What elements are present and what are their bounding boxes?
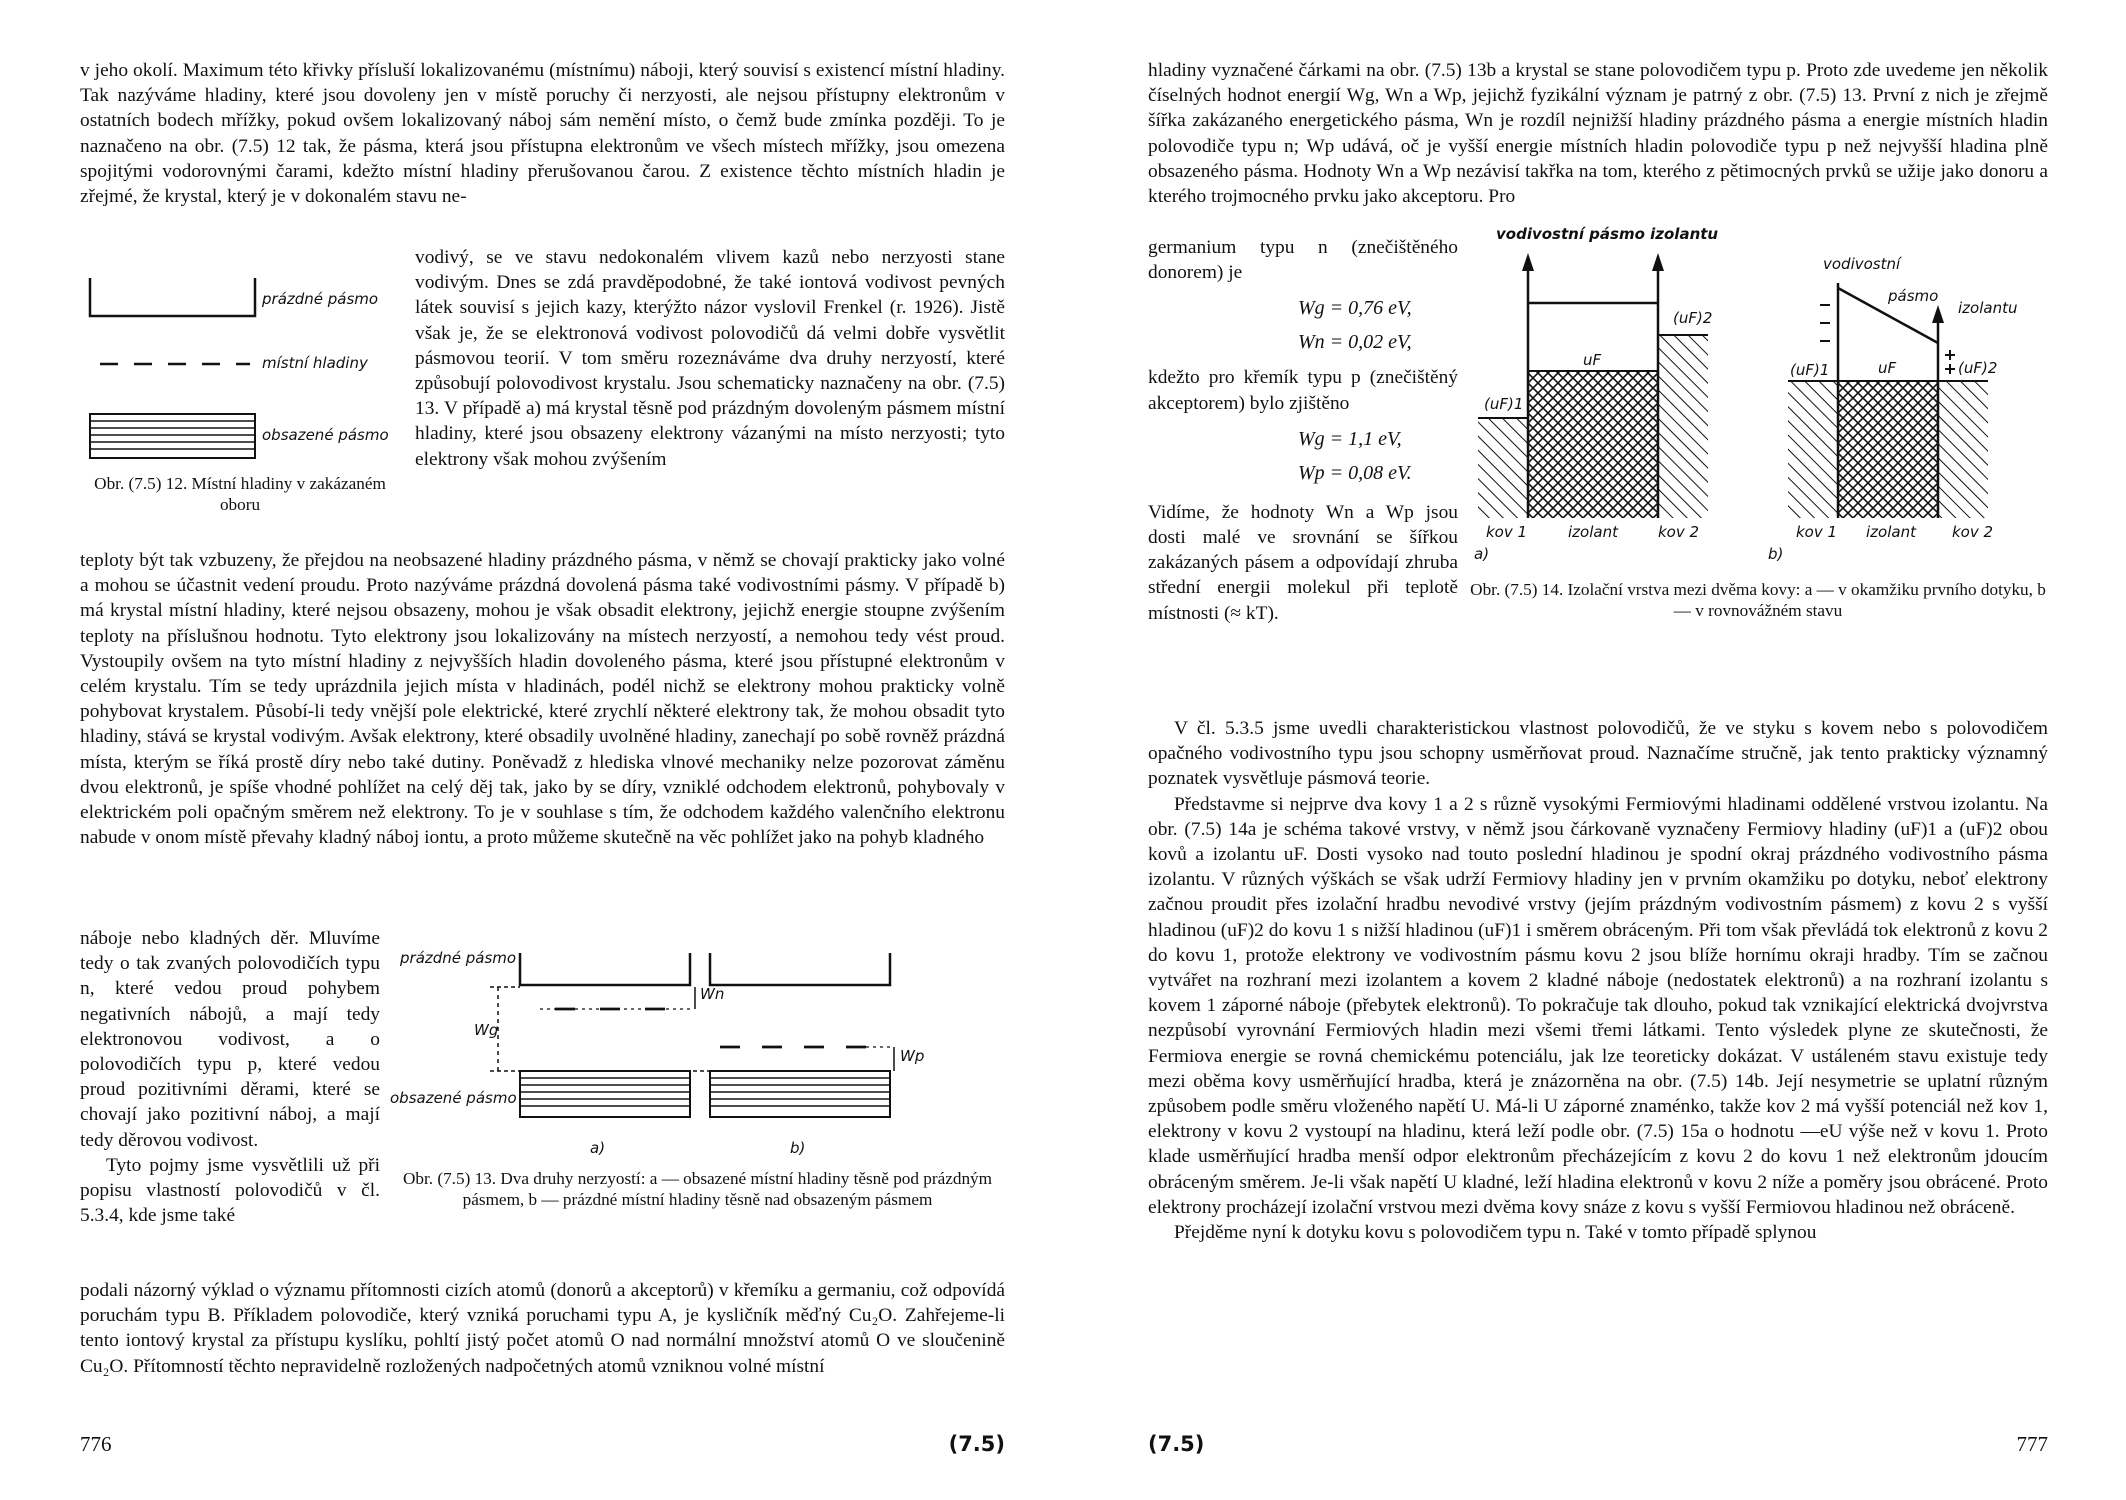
right-page	[1148, 58, 2048, 1458]
left-page-number: 776	[80, 1432, 112, 1456]
right-section-number: (7.5)	[1148, 1432, 1205, 1456]
right-paragraph-1: hladiny vyznačené čárkami na obr. (7.5) 13b a krystal se stane polovodičem typu p. Proto zde uvedeme jen několik číselných hodnot energií Wg, Wn a Wp, jejichž fyzikální význam je patrný z obr. (7.5) 13. První z nich je zřejmě šířka zakázaného energetického pásma, Wn je rozdíl nejnižší hladiny prázdného pásma a energie místních hladin polovodiče typu n; Wp udává, oč je vyšší energie místních hladin polovodiče typu p než nejvyšší hladina plně obsazeného pásma. Hodnoty Wn a Wp nezávisí takřka na tom, kterého z pětimocných prvků se užije jako donoru a kterého trojmocného prvku jako akceptoru. Pro	[1148, 60, 2048, 208]
fig13-filled-band-a	[520, 1071, 690, 1117]
fig13-label-wn: Wn	[700, 985, 725, 1003]
left-paragraph-6: podali názorný výklad o významu přítomnosti cizích atomů (donorů a akceptorů) v křemíku a germaniu, což odpovídá poruchám typu B. Příkladem polovodiče, který vzniká poruchami typu A, je kysličník měďný Cu₂O. Zahřejeme-li tento iontový krystal za přístupu kyslíku, pohltí jistý počet atomů O nad normální množství atomů O ve sloučenině Cu₂O. Přítomností těchto nepravidelně rozložených nadpočetných atomů vzniknou volné místní	[80, 1280, 1005, 1377]
fig13-label-wp: Wp	[900, 1047, 925, 1065]
fig14b-diagram	[1788, 283, 1988, 518]
right-values-column	[1148, 235, 1458, 626]
fig14b-label-izolant: izolant	[1866, 523, 1916, 541]
fig12-empty-band	[90, 278, 255, 316]
fig14a-label-kov1: kov 1	[1486, 523, 1528, 541]
right-paragraph-1-block	[1148, 58, 2048, 209]
fig14b-metal-1	[1788, 381, 1838, 518]
right-paragraph-3-block	[1148, 716, 2048, 1245]
equation-ge-wg: Wg = 0,76 eV,	[1298, 297, 1412, 320]
left-paragraph-1: v jeho okolí. Maximum této křivky přísluší lokalizovanému (místnímu) náboji, který souvisí s existencí místní hladiny. Tak nazýváme hladiny, které jsou dovoleny jen v místě poruchy či nerzyosti, ale nejsou přístupny elektronům v ostatních bodech mřížky, pokud ovšem lokalizovaný náboj sám nemění místo, o čemž bude zmínka později. To je naznačeno na obr. (7.5) 12 tak, že pásma, která jsou přístupna elektronům ve všech místech mřížky, jsou omezena spojitými vodorovnými čarami, kdežto místní hladiny přerušovanou čarou. Z existence těchto místních hladin je zřejmé, že krystal, který je v dokonalém stavu ne-	[80, 60, 1005, 208]
fig14b-insulator-filled	[1838, 381, 1938, 518]
fig14b-label-izolantu: izolantu	[1958, 299, 2018, 317]
fig12-label-local: místní hladiny	[262, 354, 368, 372]
fig13-caption: Obr. (7.5) 13. Dva druhy nerzyostí: a — obsazené místní hladiny těsně pod prázdným pásmem, b — prázdné místní hladiny těsně nad obsazeným pásmem	[402, 1169, 992, 1209]
right-paragraph-2b: kdežto pro křemík typu p (znečištěný akceptorem) bylo zjištěno	[1148, 367, 1458, 414]
left-page	[80, 58, 1005, 1458]
fig14a-metal-1	[1478, 418, 1528, 518]
left-section-number: (7.5)	[948, 1432, 1005, 1456]
fig14b-label-uf2: (uF)2	[1958, 359, 1998, 377]
left-paragraph-3-block	[80, 548, 1005, 850]
fig12-filled-band	[90, 414, 255, 458]
fig14a-label-band: vodivostní pásmo izolantu	[1496, 225, 1719, 243]
fig12-label-filled: obsazené pásmo	[262, 426, 389, 444]
left-paragraph-4-block	[80, 926, 380, 1228]
fig14b-label-kov1: kov 1	[1796, 523, 1838, 541]
fig14a-label-uf2: (uF)2	[1673, 309, 1713, 327]
fig14b-label-vod: vodivostní	[1823, 255, 1901, 273]
right-equations-ge	[1148, 291, 1458, 359]
left-paragraph-2-block	[415, 245, 1005, 472]
fig14a-diagram	[1478, 253, 1708, 518]
right-paragraph-4: Představme si nejprve dva kovy 1 a 2 s různě vysokými Fermiovými hladinami oddělené vrstvou izolantu. Na obr. (7.5) 14a je schéma takové vrstvy, v němž jsou čárkovaně vyznačeny Fermiovy hladiny (uF)1 a (uF)2 obou kovů a izolantu uF. Dosti vysoko nad touto poslední hladinou je spodní okraj prázdného vodivostního pásma izolantu. V různých výškách se však udrží Fermiovy hladiny jen v prvním okamžiku po dotyku, neboť elektrony začnou proudit přes izolační hradbu nevodivé vrstvy (jejím prázdným vodivostním pásmem) z kovu 2 s vyšší hladinou (uF)2 do kovu 1 s nižší hladinou (uF)1 i směrem obráceným. Při tom však převládá tok elektronů z kovu 2 do kovu 1, protože elektrony ve vodivostním pásmu kovu 2 jsou blíže hornímu okraji hradby. Tím se začnou vytvářet na rozhraní mezi izolantem a kovem 2 kladné náboje (nedostatek elektronů) a na rozhraní izolantu s kovem 1 záporné náboje (přebytek elektronů). To pokračuje tak dlouho, pokud tak vznikající elektrická dvojvrstva nezpůsobí vyrovnání Fermiových hladin mezi všemi třemi látkami. Tento výsledek plyne ze skutečnosti, že Fermiova energie se rovná chemickému potenciálu, jak lze teoreticky dokázat. V ustáleném stavu existuje tedy mezi oběma kovy usměrňující hradba, která je znázorněna na obr. (7.5) 14b. Její nesymetrie se uplatní různým způsobem podle směru vloženého napětí U. Má-li U záporné znaménko, takže kov 2 má vyšší potenciál než kov 1, elektrony v kovu 2 vystoupí na hladinu, která leží podle obr. (7.5) 15a o hodnotu —eU výše než v kovu 1. Proto klade usměrňující hradba menší odpor elektronům přecházejícím z kovu 2 do kovu 1 než elektronům jdoucím obráceným směrem. Je-li však napětí U kladné, leží hladina elektronů v kovu 2 níže a poměry jsou obrácené. Proto elektrony procházejí izolační vrstvou mezi dvěma kovy snáze z kovu s vyšší Fermiovou hladinou než obráceně.	[1148, 793, 2048, 1218]
fig13-filled-band-b	[710, 1071, 890, 1117]
fig13-label-a: a)	[590, 1139, 606, 1157]
figure-13	[390, 943, 1005, 1283]
fig14-caption: Obr. (7.5) 14. Izolační vrstva mezi dvěma kovy: a — v okamžiku prvního dotyku, b — v rovnovážném stavu	[1470, 580, 2046, 620]
figure-12	[80, 268, 400, 548]
right-paragraph-2a: germanium typu n (znečištěného donorem) je	[1148, 237, 1458, 284]
fig12-caption: Obr. (7.5) 12. Místní hladiny v zakázaném oboru	[94, 474, 386, 514]
fig14a-label-uf1: (uF)1	[1484, 395, 1524, 413]
fig14a-label-letter: a)	[1474, 545, 1490, 563]
fig14b-label-uf1: (uF)1	[1790, 361, 1830, 379]
right-page-number: 777	[2016, 1432, 2048, 1456]
right-paragraph-2c: Vidíme, že hodnoty Wn a Wp jsou dosti malé ve srovnání se šířkou zakázaných pásem a odpovídají zhruba střední energii molekul při teplotě místnosti (≈ kT).	[1148, 501, 1458, 624]
fig13-label-empty: prázdné pásmo	[400, 949, 517, 967]
fig14a-label-izolant: izolant	[1568, 523, 1618, 541]
fig14b-label-letter: b)	[1768, 545, 1784, 563]
fig14b-label-pasmo: pásmo	[1888, 287, 1939, 305]
fig14a-label-kov2: kov 2	[1658, 523, 1700, 541]
figure-14-diagram	[1468, 243, 2048, 543]
left-paragraph-2: vodivý, se ve stavu nedokonalém vlivem kazů nebo nerzyosti stane vodivým. Dnes se zdá pravděpodobné, že také iontová vodivost pevných látek souvisí s jejich kazy, kterýžto názor vyslovil Frenkel (r. 1926). Jistě však je, že se elektronová vodivost polovodičů dá velmi dobře vysvětlit pásmovou teorií. V tom směru rozeznáváme dva druhy nerzyostí, které způsobují polovodivost krystalu. Jsou schematicky naznačeny na obr. (7.5) 13. V případě a) má krystal těsně pod prázdným dovoleným pásmem místní hladiny, které jsou obsazeny elektrony vázanými na místo nerzyosti; tyto elektrony však mohou zvýšením	[415, 247, 1005, 470]
figure-14	[1468, 225, 2048, 723]
left-paragraph-5: Tyto pojmy jsme vysvětlili už při popisu vlastností polovodičů v čl. 5.3.4, kde jsme také	[80, 1154, 380, 1227]
fig12-label-empty: prázdné pásmo	[262, 290, 379, 308]
right-paragraph-3: V čl. 5.3.5 jsme uvedli charakteristickou vlastnost polovodičů, že ve styku s kovem nebo s polovodičem opačného vodivostního typu jsou schopny usměrňovat proud. Naznačíme stručně, jak tento prakticky významný poznatek vysvětluje pásmová teorie.	[1148, 718, 2048, 790]
fig13-label-filled: obsazené pásmo	[390, 1089, 517, 1107]
left-paragraph-1-block	[80, 58, 1005, 209]
equation-si-wp: Wp = 0,08 eV.	[1298, 461, 1412, 484]
fig14b-metal-2	[1938, 381, 1988, 518]
equation-si-wg: Wg = 1,1 eV,	[1298, 427, 1402, 450]
left-paragraph-6-block	[80, 1278, 1005, 1379]
right-paragraph-5: Přejděme nyní k dotyku kovu s polovodičem typu n. Také v tomto případě splynou	[1174, 1222, 1817, 1244]
fig14a-label-uf: uF	[1583, 351, 1602, 369]
fig13-label-wg: Wg	[474, 1021, 499, 1039]
fig14a-insulator-filled	[1528, 371, 1658, 518]
left-paragraph-4: náboje nebo kladných děr. Mluvíme tedy o tak zvaných polovodičích typu n, které vedou proud pohybem negativních nábojů, a mají tedy elektronovou vodivost, a o polovodičích typu p, které vedou proud pozitivními děrami, které se chovají jako pozitivní náboj, a mají tedy děrovou vodivost.	[80, 928, 380, 1151]
equation-ge-wn: Wn = 0,02 eV,	[1298, 331, 1412, 354]
fig14b-label-kov2: kov 2	[1952, 523, 1994, 541]
fig14a-metal-2	[1658, 335, 1708, 518]
fig14b-label-uf: uF	[1878, 359, 1897, 377]
left-paragraph-3: teploty být tak vzbuzeny, že přejdou na neobsazené hladiny prázdného pásma, v němž se chovají prakticky jako volné a mohou se účastnit vedení proudu. Proto nazýváme prázdná dovolená pásma také vodivostními pásmy. V případě b) má krystal místní hladiny, které nejsou obsazeny, mohou je však obsadit elektrony, jejichž energie stoupne zvýšením teploty na příslušnou hodnotu. Tyto elektrony jsou lokalizovány na místech nerzyostí, a nemohou tedy vést proud. Vystoupily ovšem na tyto místní hladiny z nejvyšších hladin dovoleného pásma, které jsou přístupné elektronům v celém krystalu. Tím se tedy uprázdnila jejich místa v hladinách, podél nichž se elektrony mohou prakticky volně pohybovat krystalem. Působí-li tedy vnější pole elektrické, které zrychlí některé elektrony tak, že mohou obsadit tyto hladiny, stává se krystal vodivým. Avšak elektrony, které obsadily uvolněné hladiny, zanechají po sobě rovněž prázdná místa, kterým se říká prostě díry nebo také dutiny. Poněvadž z hlediska vlnové mechaniky nelze pozorovat záměnu dvou elektronů, je spíše vhodné pohlížet na celý děj tak, jako by se díry, vzniklé odchodem elektronů, pohybovaly v elektrickém poli opačným směrem než elektrony. To je v souhlase s tím, že odchodem každého valenčního elektronu nabude v onom místě převahy kladný náboj iontu, a proto můžeme skutečně na věc pohlížet jako na pohyb kladného	[80, 550, 1005, 849]
right-equations-si	[1148, 422, 1458, 490]
fig13-label-b: b)	[790, 1139, 806, 1157]
fig13-empty-band-b	[710, 953, 890, 985]
fig13-empty-band-a	[520, 953, 690, 985]
